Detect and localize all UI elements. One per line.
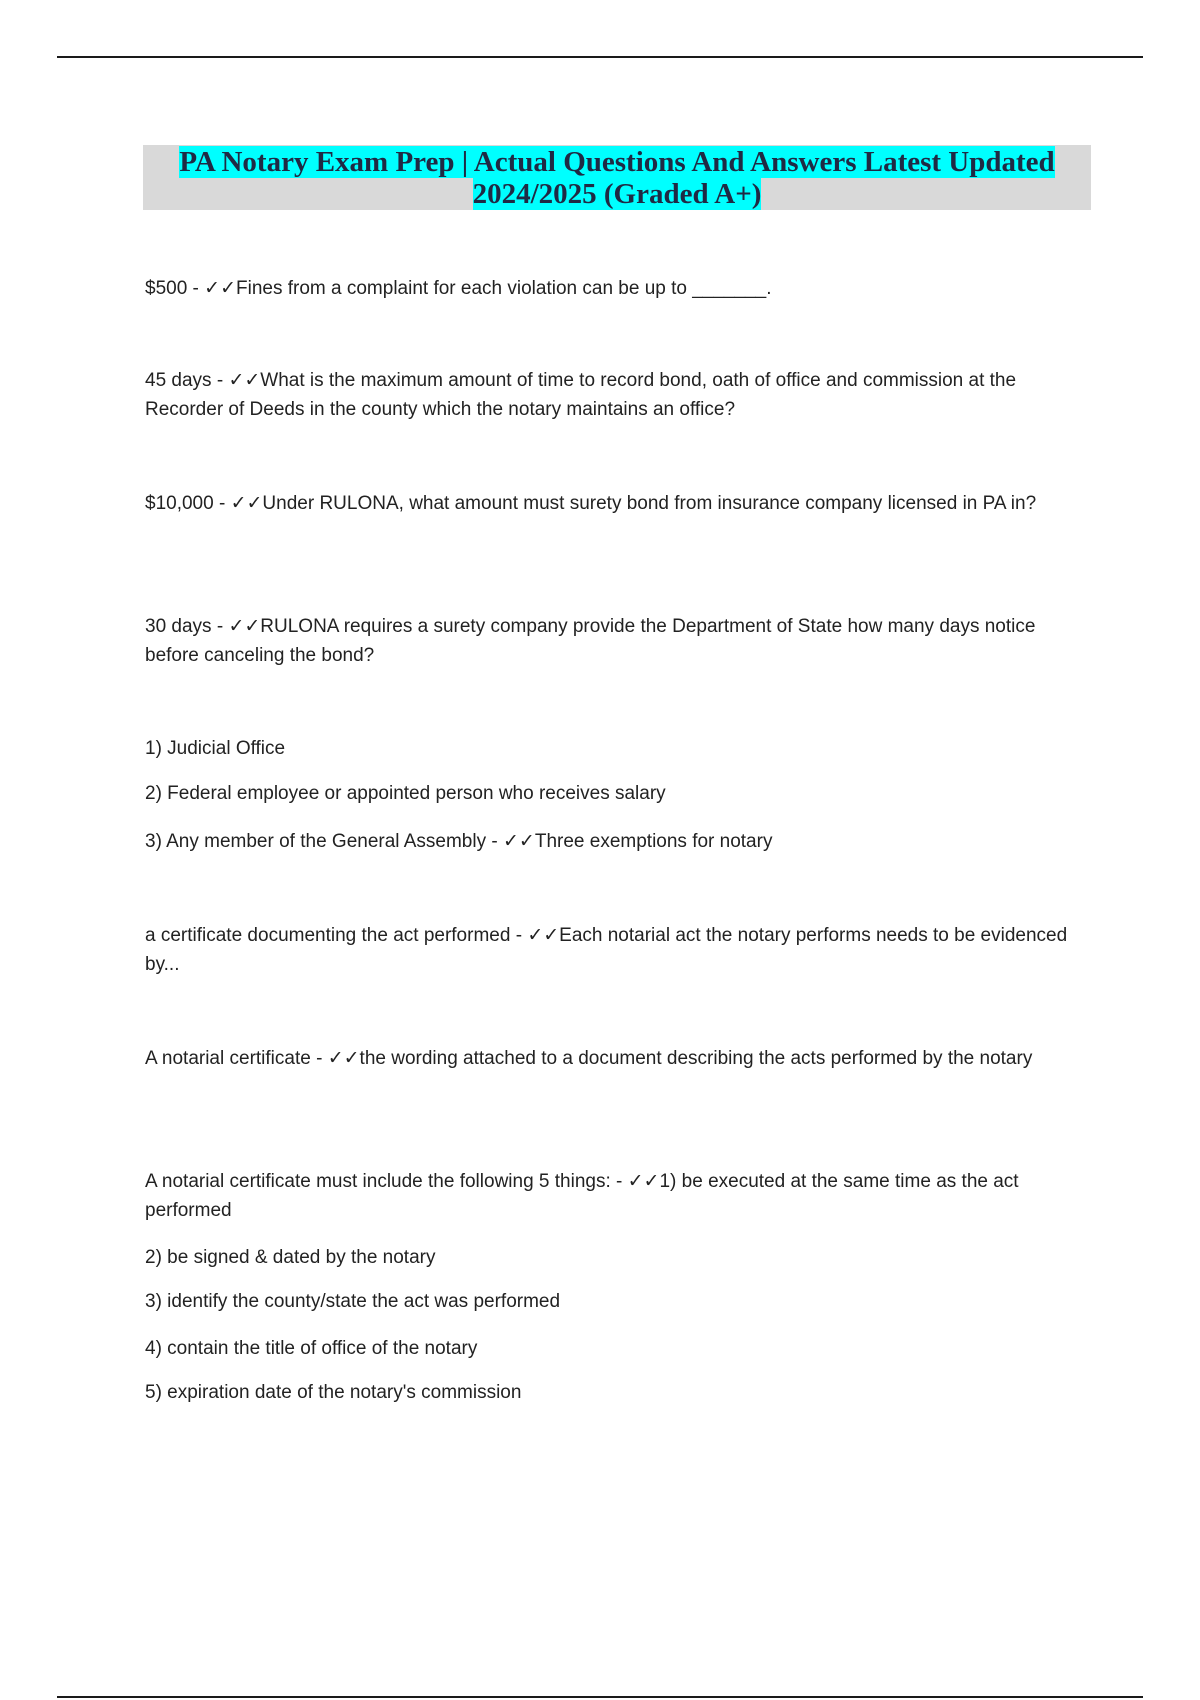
qa-entry (145, 1044, 1075, 1073)
list-item (145, 1243, 1075, 1272)
top-rule (57, 56, 1143, 58)
check-mark-icon: ✓✓ (327, 1047, 360, 1069)
question-text: 1) be executed at the same time as the act performed (145, 1171, 1019, 1221)
qa-entry (145, 921, 1075, 979)
qa-entry (145, 274, 1075, 303)
list-item (145, 1378, 1075, 1407)
list-item-text: 5) expiration date of the notary's commission (145, 1382, 522, 1403)
list-item-text: 2) be signed & dated by the notary (145, 1247, 436, 1268)
check-mark-icon: ✓✓ (228, 615, 261, 637)
answer-text: 3) Any member of the General Assembly - (145, 831, 503, 852)
question-text: Each notarial act the notary performs needs to be evidenced by... (145, 925, 1068, 975)
list-item (145, 734, 1075, 763)
check-mark-icon: ✓✓ (228, 369, 261, 391)
check-mark-icon: ✓✓ (627, 1170, 660, 1192)
document-title: PA Notary Exam Prep | Actual Questions And Answers Latest Updated 2024/2025 (Graded A+) (179, 146, 1055, 210)
qa-entry (145, 612, 1075, 670)
qa-entry (145, 1167, 1075, 1225)
list-item-text: 2) Federal employee or appointed person who receives salary (145, 783, 666, 804)
question-text: RULONA requires a surety company provide the Department of State how many days notice before canceling the bond? (145, 616, 1036, 666)
question-text: Fines from a complaint for each violation can be up to _______. (236, 278, 772, 299)
check-mark-icon: ✓✓ (230, 492, 263, 514)
question-text: the wording attached to a document describing the acts performed by the notary (359, 1048, 1033, 1069)
answer-text: $10,000 - (145, 493, 231, 514)
document-title-block (143, 145, 1091, 210)
answer-text: A notarial certificate - (145, 1048, 328, 1069)
list-item-text: 3) identify the county/state the act was performed (145, 1291, 561, 1312)
qa-entry (145, 366, 1075, 424)
check-mark-icon: ✓✓ (527, 924, 560, 946)
list-item (145, 1287, 1075, 1316)
check-mark-icon: ✓✓ (503, 831, 535, 852)
answer-text: a certificate documenting the act performed - (145, 925, 528, 946)
question-text: Under RULONA, what amount must surety bond from insurance company licensed in PA in? (262, 493, 1037, 514)
bottom-rule (57, 1696, 1143, 1698)
list-item (145, 1334, 1075, 1363)
list-item-text: 4) contain the title of office of the notary (145, 1338, 478, 1359)
qa-entry (145, 489, 1075, 518)
qa-entry (145, 827, 1075, 856)
check-mark-icon: ✓✓ (204, 277, 236, 299)
answer-text: 45 days - (145, 370, 229, 391)
list-item (145, 779, 1075, 808)
answer-text: A notarial certificate must include the following 5 things: - (145, 1171, 628, 1192)
answer-text: 30 days - (145, 616, 229, 637)
list-item-text: 1) Judicial Office (145, 738, 286, 759)
question-text: Three exemptions for notary (534, 831, 773, 852)
question-text: What is the maximum amount of time to record bond, oath of office and commission at the Recorder of Deeds in the county which the notary maintains an office? (145, 370, 1017, 420)
answer-text: $500 - (145, 278, 205, 299)
